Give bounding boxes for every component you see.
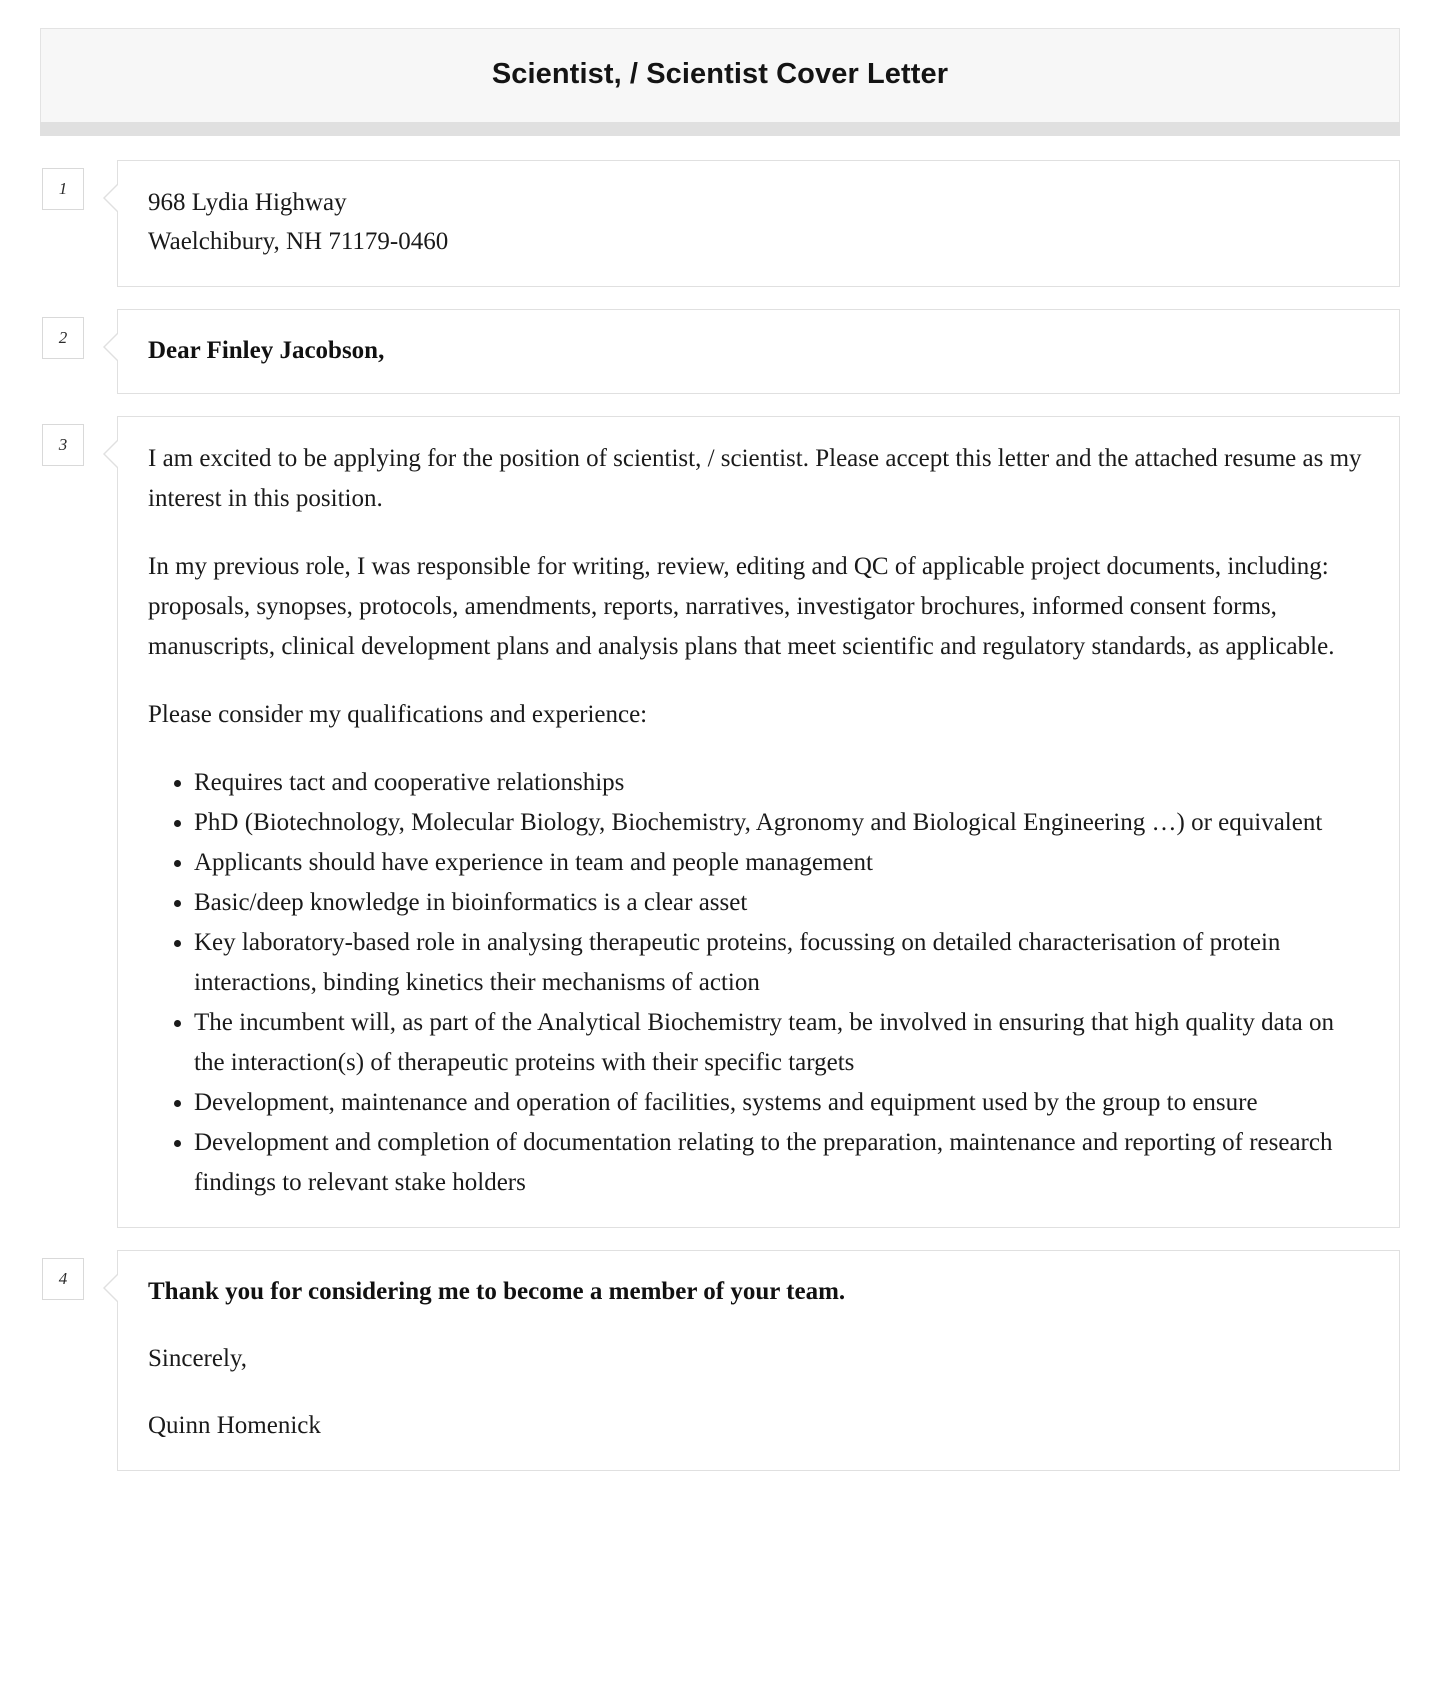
annotated-block-3: [40, 416, 1400, 1228]
block-marker-3[interactable]: 3: [42, 424, 84, 466]
list-item: Development and completion of documentation relating to the preparation, maintenance and reporting of research findings to relevant stake holders: [194, 1123, 1369, 1203]
page-title: Scientist, / Scientist Cover Letter: [491, 58, 949, 90]
block-marker-1[interactable]: 1: [42, 168, 84, 210]
body-paragraph-2: In my previous role, I was responsible for writing, review, editing and QC of applicable project documents, including: proposals, synopses, protocols, amendments, reports, narratives, investigator brochures, informed consent forms, manuscripts, clinical development plans and analysis plans that meet scientific and regulatory standards, as applicable.: [148, 553, 1335, 661]
signature-name: Quinn Homenick: [148, 1412, 321, 1440]
annotated-block-2: [40, 309, 1400, 395]
address-line-street: 968 Lydia Highway: [148, 188, 347, 216]
annotated-block-4: [40, 1250, 1400, 1471]
list-item: Requires tact and cooperative relationships: [194, 763, 1369, 803]
sender-address-block[interactable]: [117, 160, 1400, 287]
annotated-blocks: [40, 160, 1400, 1471]
block-marker-4[interactable]: 4: [42, 1258, 84, 1300]
signoff-text: Sincerely,: [148, 1344, 248, 1372]
salutation-text: Dear Finley Jacobson,: [148, 336, 385, 364]
list-item: Key laboratory-based role in analysing therapeutic proteins, focussing on detailed characterisation of protein interactions, binding kinetics their mechanisms of action: [194, 923, 1369, 1003]
thank-you-text: Thank you for considering me to become a member of your team.: [148, 1278, 846, 1306]
body-paragraph-1: I am excited to be applying for the position of scientist, / scientist. Please accept this letter and the attached resume as my interest in this position.: [148, 445, 1362, 513]
list-item: Applicants should have experience in team and people management: [194, 843, 1369, 883]
header-bottom-strip: [40, 122, 1400, 136]
body-block[interactable]: [117, 416, 1400, 1228]
annotated-block-1: [40, 160, 1400, 287]
list-item: The incumbent will, as part of the Analytical Biochemistry team, be involved in ensuring that high quality data on the interaction(s) of therapeutic proteins with their specific targets: [194, 1003, 1369, 1083]
address-line-city-state-zip: Waelchibury, NH 71179-0460: [148, 228, 449, 256]
list-item: PhD (Biotechnology, Molecular Biology, Biochemistry, Agronomy and Biological Engineering …) or equivalent: [194, 803, 1369, 843]
salutation-block[interactable]: [117, 309, 1400, 395]
list-item: Development, maintenance and operation of facilities, systems and equipment used by the group to ensure: [194, 1083, 1369, 1123]
header-bar: [40, 28, 1400, 122]
list-item: Basic/deep knowledge in bioinformatics is a clear asset: [194, 883, 1369, 923]
cover-letter-page: [0, 28, 1440, 1471]
document-header: [40, 28, 1400, 136]
block-marker-2[interactable]: 2: [42, 317, 84, 359]
closing-block[interactable]: [117, 1250, 1400, 1471]
body-paragraph-3: Please consider my qualifications and experience:: [148, 701, 648, 729]
qualifications-list: [148, 763, 1369, 1203]
